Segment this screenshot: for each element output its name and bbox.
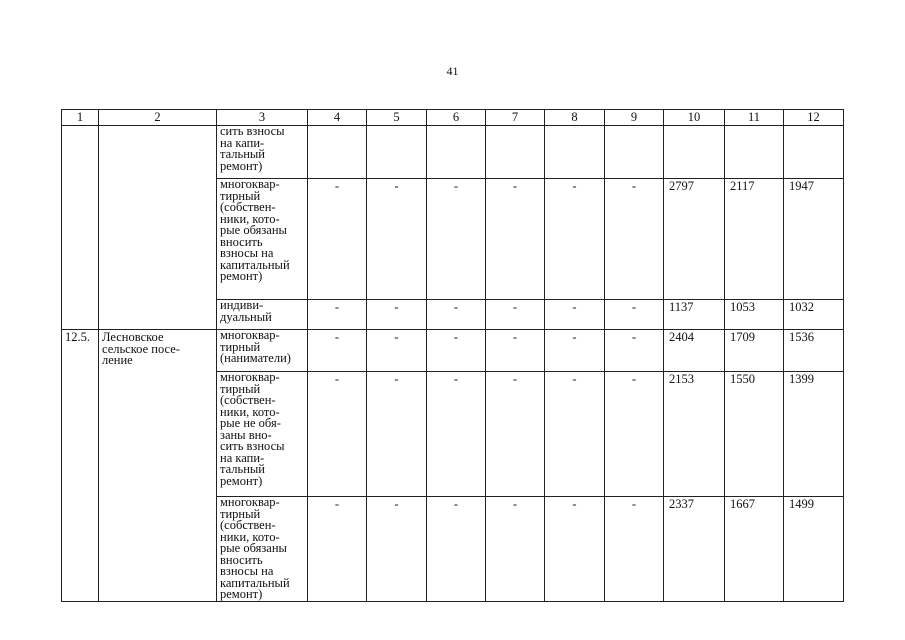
value-cell: 2117: [725, 179, 784, 300]
value-cell: -: [367, 300, 427, 330]
value-cell: [545, 126, 605, 179]
value-cell: -: [308, 497, 367, 602]
value-cell: -: [486, 179, 545, 300]
value-cell: -: [308, 330, 367, 372]
category-cell: многоквар- тирный (собствен- ники, кото- рые обязаны вносить взносы на капитальный ремонт): [217, 179, 308, 300]
value-cell: -: [545, 372, 605, 497]
value-cell: -: [486, 497, 545, 602]
column-header: 11: [725, 110, 784, 126]
column-header: 4: [308, 110, 367, 126]
value-cell: -: [427, 330, 486, 372]
value-cell: -: [427, 179, 486, 300]
column-header: 12: [784, 110, 844, 126]
value-cell: [427, 126, 486, 179]
value-cell: [486, 126, 545, 179]
value-cell: -: [545, 330, 605, 372]
value-cell: -: [427, 300, 486, 330]
value-cell: 1667: [725, 497, 784, 602]
table-row: [62, 330, 844, 372]
value-cell: -: [486, 330, 545, 372]
value-cell: -: [427, 497, 486, 602]
value-cell: [605, 126, 664, 179]
value-cell: [725, 126, 784, 179]
value-cell: 1053: [725, 300, 784, 330]
value-cell: 2797: [664, 179, 725, 300]
value-cell: -: [545, 179, 605, 300]
value-cell: -: [308, 372, 367, 497]
column-header: 5: [367, 110, 427, 126]
value-cell: 1536: [784, 330, 844, 372]
value-cell: -: [545, 300, 605, 330]
settlement-name-cell: Лесновское сельское посе- ление: [99, 330, 217, 602]
column-header: 3: [217, 110, 308, 126]
value-cell: -: [308, 300, 367, 330]
settlement-cell: [99, 126, 217, 330]
value-cell: [784, 126, 844, 179]
category-cell: многоквар- тирный (собствен- ники, кото- рые обязаны вносить взносы на капитальный ремонт): [217, 497, 308, 602]
column-header: 8: [545, 110, 605, 126]
value-cell: 1137: [664, 300, 725, 330]
value-cell: -: [367, 372, 427, 497]
value-cell: [367, 126, 427, 179]
value-cell: 1550: [725, 372, 784, 497]
value-cell: -: [308, 179, 367, 300]
column-header: 6: [427, 110, 486, 126]
column-header: 7: [486, 110, 545, 126]
table-row: [62, 126, 844, 179]
column-header: 1: [62, 110, 99, 126]
page-number: 41: [446, 64, 459, 78]
row-number-cell: 12.5.: [62, 330, 99, 602]
value-cell: -: [367, 179, 427, 300]
value-cell: -: [545, 497, 605, 602]
value-cell: -: [367, 330, 427, 372]
category-cell: сить взносы на капи- тальный ремонт): [217, 126, 308, 179]
value-cell: -: [605, 179, 664, 300]
category-cell: индиви- дуальный: [217, 300, 308, 330]
value-cell: -: [605, 330, 664, 372]
value-cell: [664, 126, 725, 179]
value-cell: [308, 126, 367, 179]
tariff-table: [61, 109, 844, 602]
value-cell: 2153: [664, 372, 725, 497]
row-number-cell: [62, 126, 99, 330]
value-cell: -: [605, 497, 664, 602]
value-cell: -: [427, 372, 486, 497]
column-header: 2: [99, 110, 217, 126]
column-header: 10: [664, 110, 725, 126]
value-cell: 1709: [725, 330, 784, 372]
value-cell: 1947: [784, 179, 844, 300]
value-cell: 1032: [784, 300, 844, 330]
value-cell: -: [605, 372, 664, 497]
value-cell: 1399: [784, 372, 844, 497]
value-cell: -: [486, 372, 545, 497]
header-row: [62, 110, 844, 126]
category-cell: многоквар- тирный (собствен- ники, кото- рые не обя- заны вно- сить взносы на капи- тальный ремонт): [217, 372, 308, 497]
value-cell: -: [367, 497, 427, 602]
value-cell: -: [486, 300, 545, 330]
value-cell: 2337: [664, 497, 725, 602]
category-cell: многоквар- тирный (наниматели): [217, 330, 308, 372]
column-header: 9: [605, 110, 664, 126]
value-cell: -: [605, 300, 664, 330]
value-cell: 2404: [664, 330, 725, 372]
value-cell: 1499: [784, 497, 844, 602]
